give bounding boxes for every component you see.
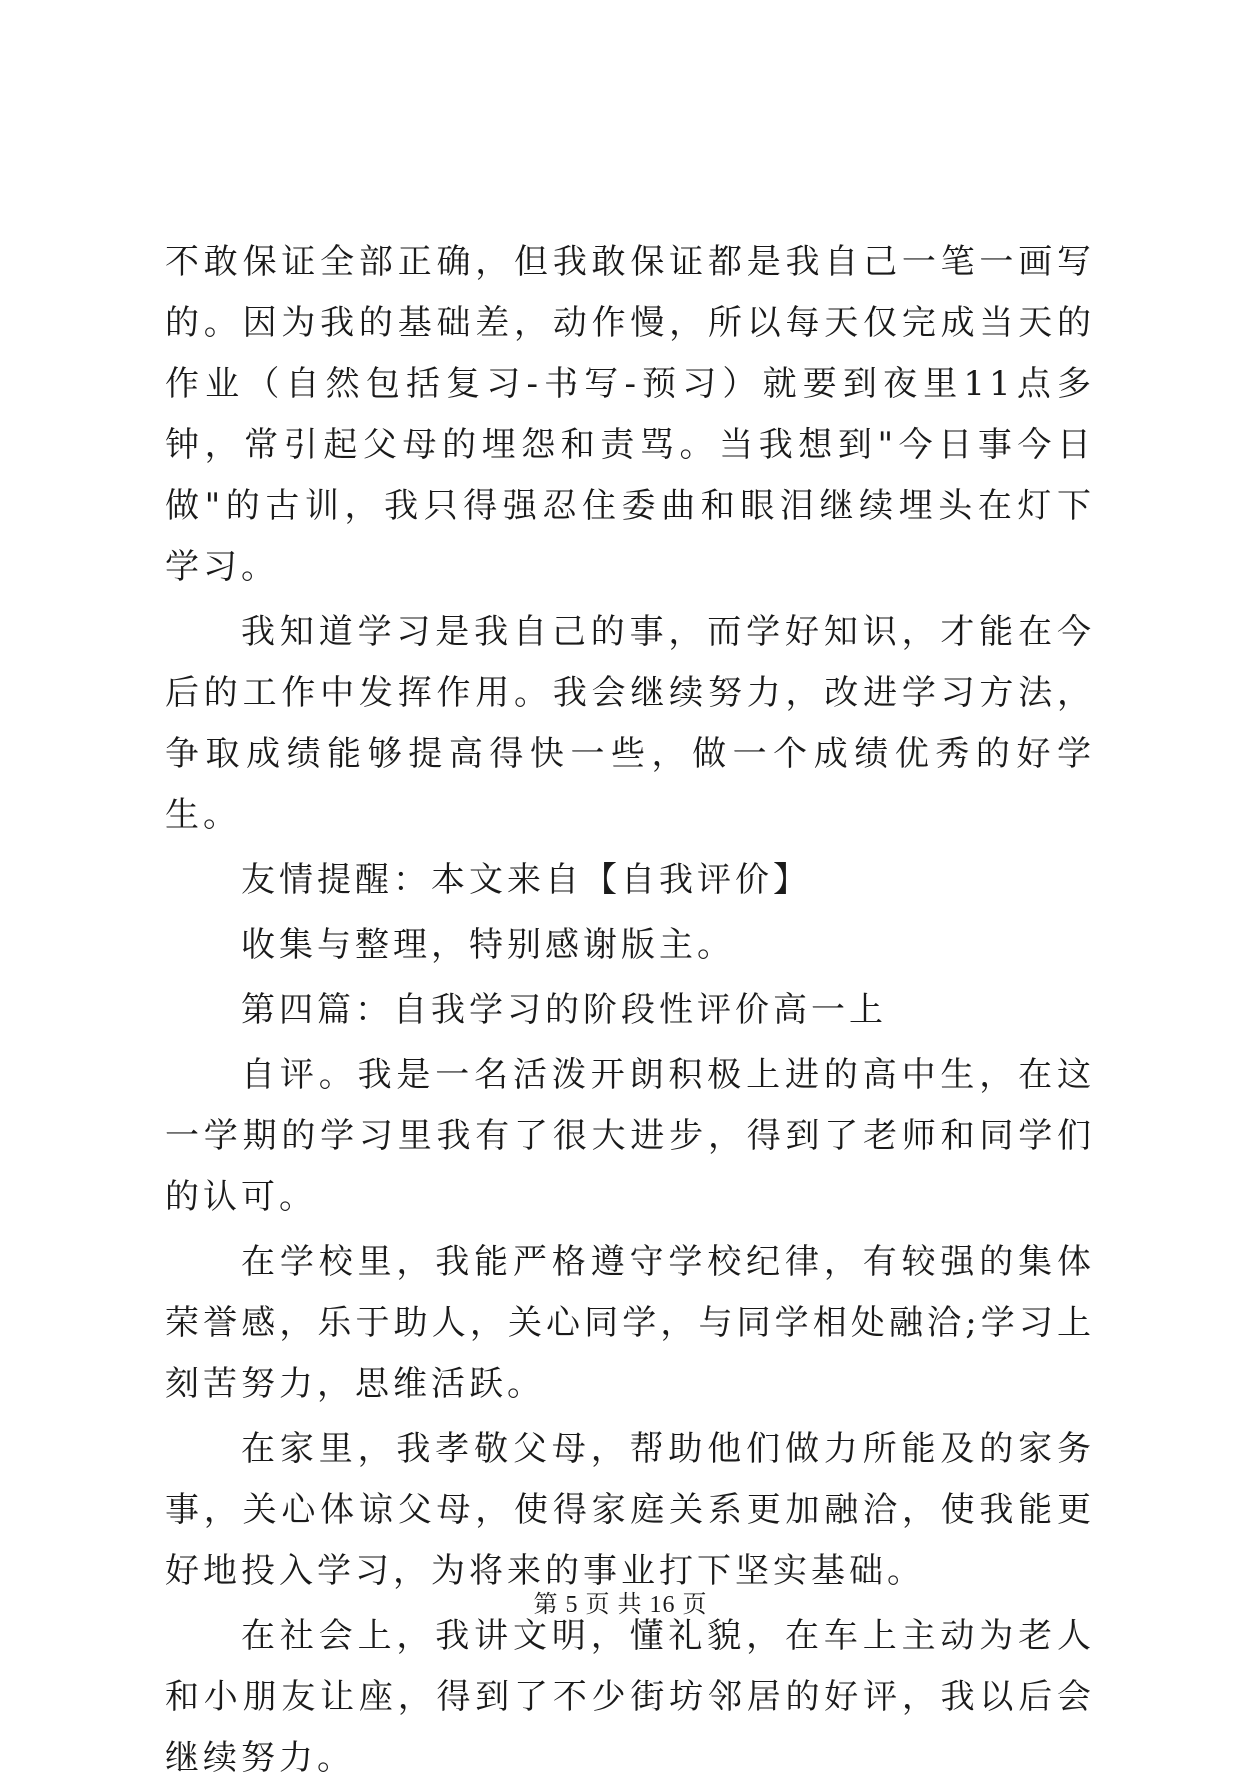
paragraph-at-school: 在学校里，我能严格遵守学校纪律，有较强的集体荣誉感，乐于助人，关心同学，与同学相处融洽;学习上刻苦努力，思维活跃。 xyxy=(165,1242,1095,1404)
paragraph-learning-is-my-own: 我知道学习是我自己的事，而学好知识，才能在今后的工作中发挥作用。我会继续努力，改进学习方法，争取成绩能够提高得快一些，做一个成绩优秀的好学生。 xyxy=(165,612,1095,835)
paragraph-self-evaluation: 自评。我是一名活泼开朗积极上进的高中生，在这一学期的学习里我有了很大进步，得到了老师和同学们的认可。 xyxy=(165,1055,1095,1217)
paragraph-in-society: 在社会上，我讲文明，懂礼貌，在车上主动为老人和小朋友让座，得到了不少街坊邻居的好评，我以后会继续努力。 xyxy=(165,1616,1095,1778)
paragraph-friendly-reminder: 友情提醒：本文来自【自我评价】 xyxy=(241,860,811,900)
paragraph-thanks: 收集与整理，特别感谢版主。 xyxy=(241,925,735,965)
document-body xyxy=(165,232,1095,1789)
paragraph-at-home: 在家里，我孝敬父母，帮助他们做力所能及的家务事，关心体谅父母，使得家庭关系更加融洽，使我能更好地投入学习，为将来的事业打下坚实基础。 xyxy=(165,1429,1095,1591)
page-number-footer: 第 5 页 共 16 页 xyxy=(533,1592,708,1618)
paragraph-continuation: 不敢保证全部正确，但我敢保证都是我自己一笔一画写的。因为我的基础差，动作慢，所以每天仅完成当天的作业（自然包括复习-书写-预习）就要到夜里11点多钟，常引起父母的埋怨和责骂。当我想到"今日事今日做"的古训，我只得强忍住委曲和眼泪继续埋头在灯下学习。 xyxy=(165,242,1095,587)
section-heading-part-four: 第四篇：自我学习的阶段性评价高一上 xyxy=(241,990,887,1030)
